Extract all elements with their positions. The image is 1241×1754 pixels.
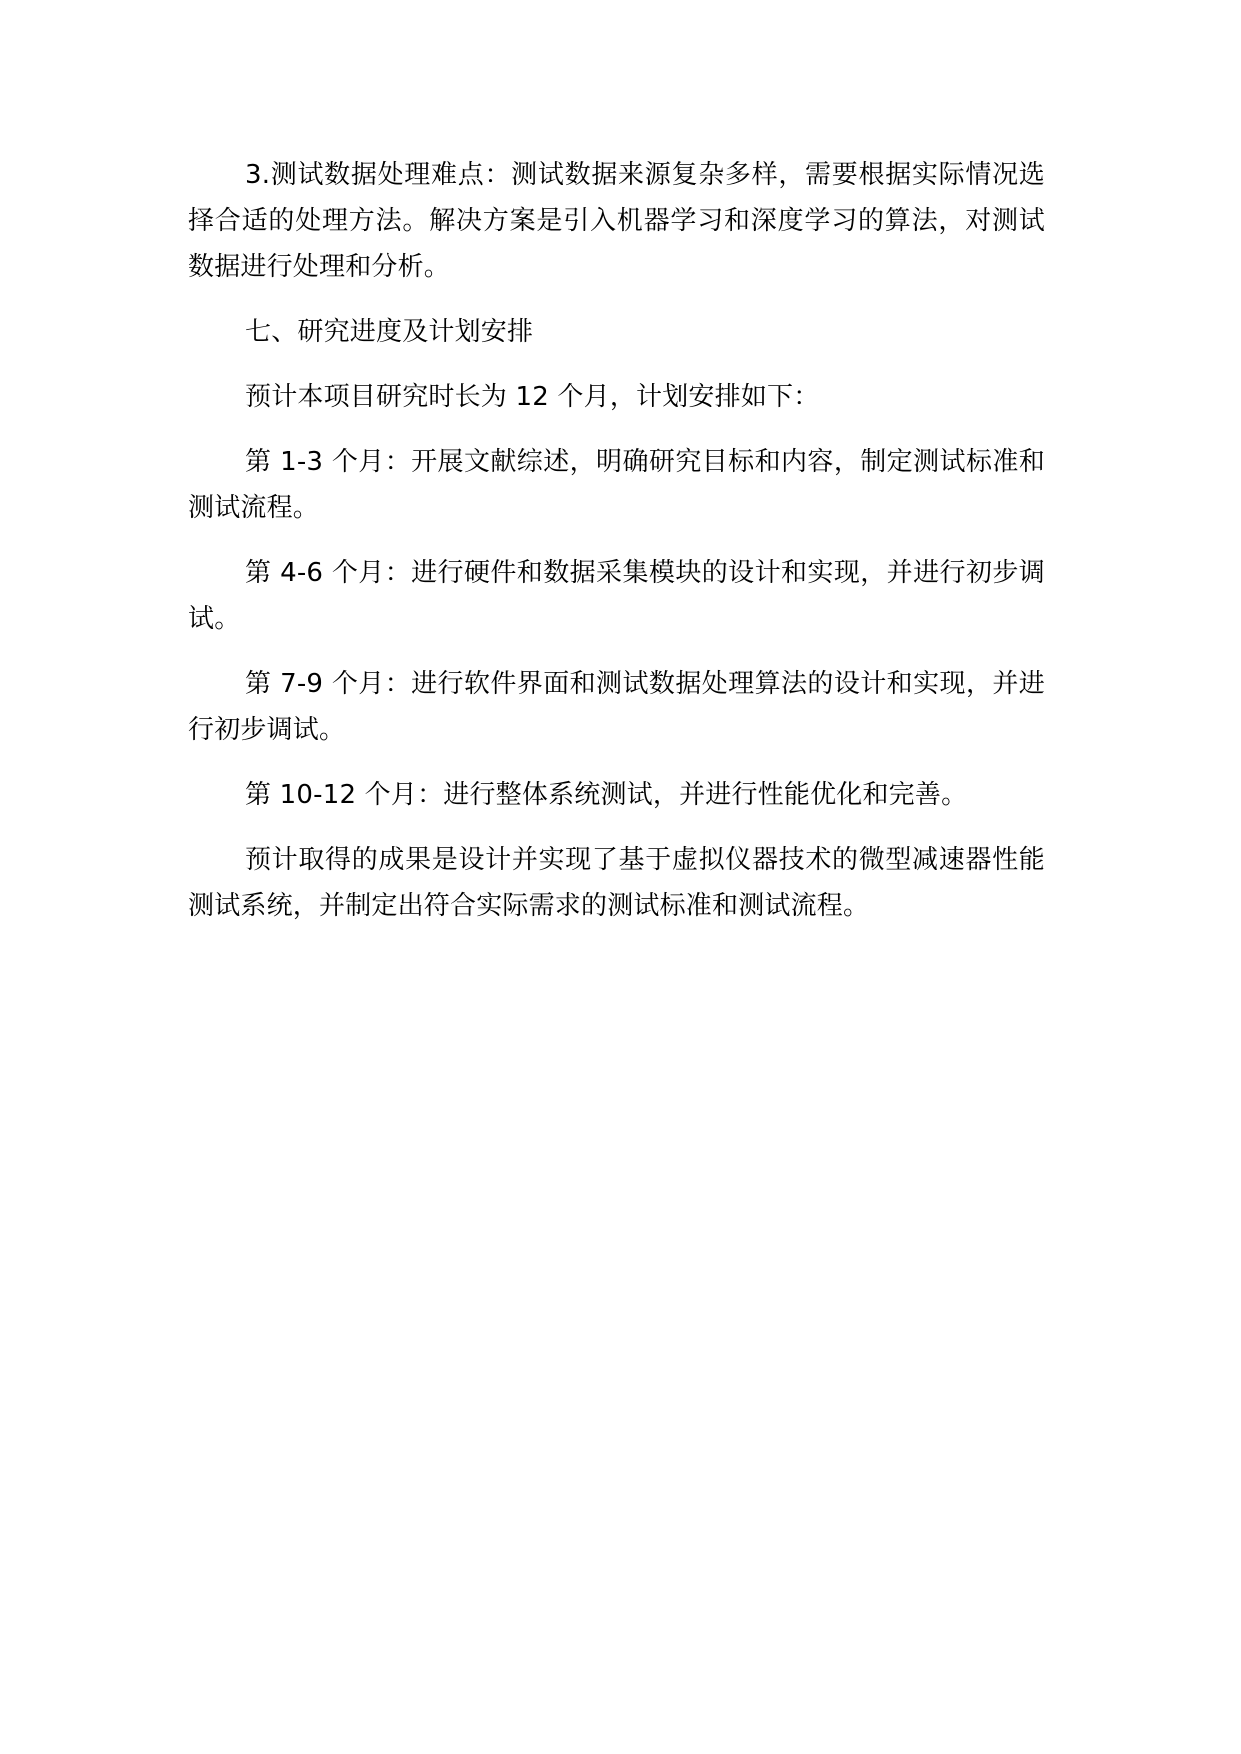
document-body [188, 152, 1045, 948]
section-heading-schedule: 七、研究进度及计划安排 [245, 317, 534, 347]
paragraph-months-7-9: 第 7-9 个月：进行软件界面和测试数据处理算法的设计和实现，并进行初步调试。 [188, 669, 1045, 745]
paragraph-data-processing-difficulty: 3.测试数据处理难点：测试数据来源复杂多样，需要根据实际情况选择合适的处理方法。解决方案是引入机器学习和深度学习的算法，对测试数据进行处理和分析。 [188, 160, 1045, 282]
paragraph-months-1-3: 第 1-3 个月：开展文献综述，明确研究目标和内容，制定测试标准和测试流程。 [188, 447, 1045, 523]
paragraph-months-10-12: 第 10-12 个月：进行整体系统测试，并进行性能优化和完善。 [245, 780, 968, 810]
paragraph-expected-results: 预计取得的成果是设计并实现了基于虚拟仪器技术的微型减速器性能测试系统，并制定出符合实际需求的测试标准和测试流程。 [188, 845, 1045, 921]
paragraph-months-4-6: 第 4-6 个月：进行硬件和数据采集模块的设计和实现，并进行初步调试。 [188, 558, 1045, 634]
paragraph-duration: 预计本项目研究时长为 12 个月，计划安排如下： [245, 382, 820, 412]
